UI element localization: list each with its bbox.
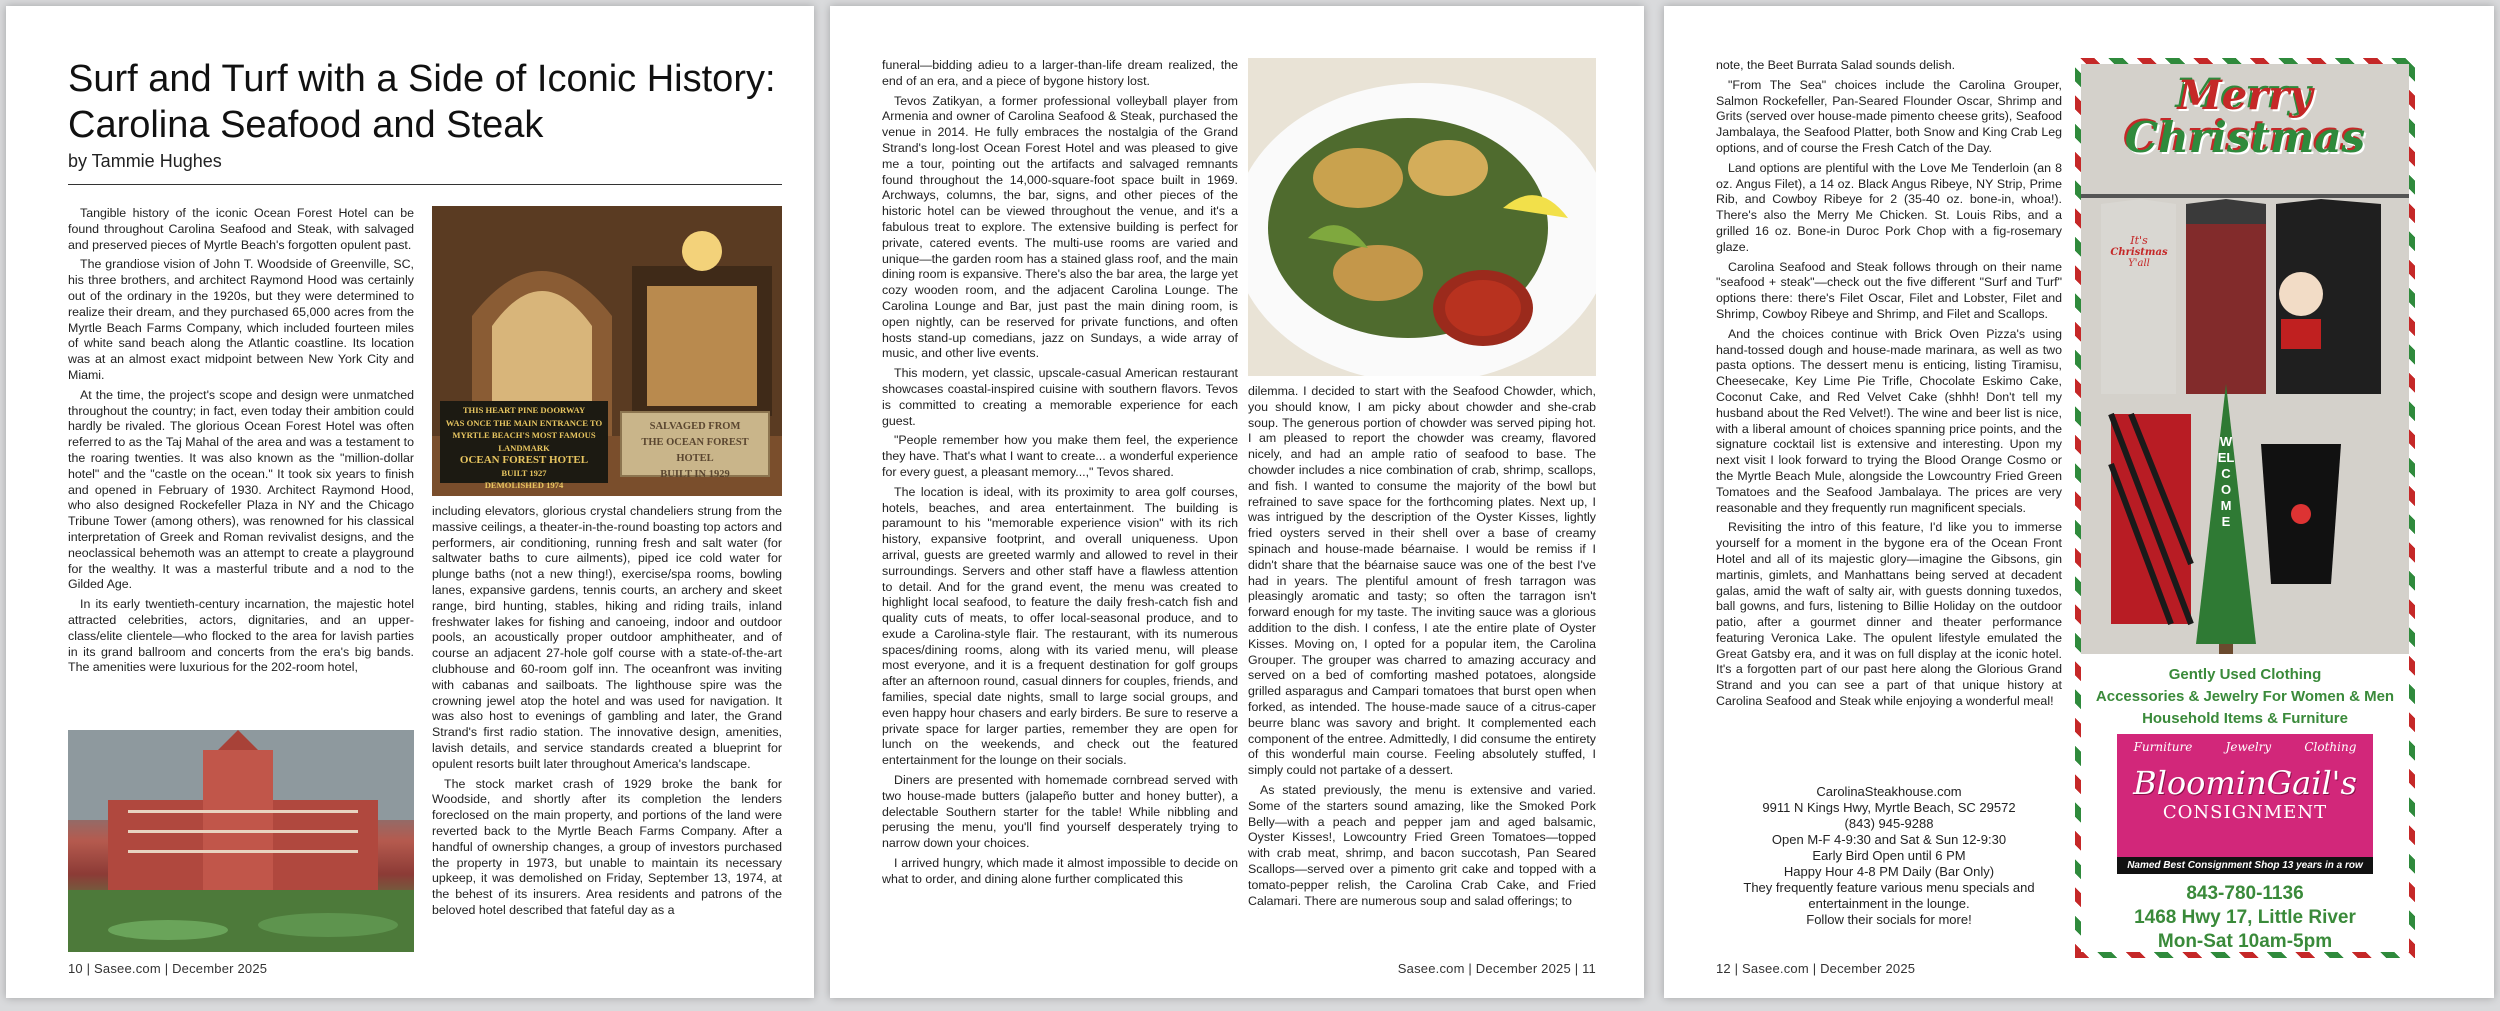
- page11-column-1: [882, 58, 1238, 958]
- byline: by Tammie Hughes: [68, 151, 222, 171]
- page-footer: 10 | Sasee.com | December 2025: [68, 961, 268, 976]
- food-illustration: [1248, 58, 1596, 376]
- paragraph: note, the Beet Burrata Salad sounds delish.: [1716, 58, 1956, 72]
- paragraph: Revisiting the intro of this feature, I'd like you to immerse yourself for a moment in the bygone era of the Ocean Front Hotel and all of its majestic glory—imagine the Gibsons, gin martinis, gimlets, and Manhattans being served at decadent galas, amid the waft of salty air, with guests donning tuxedos, ball gowns, and furs, listening to Billie Holiday on the outdoor patio, after a gourmet dinner and theater performance featuring Veronica Lake. The opulent lifestyle emulated the Great Gatsby era, and it was on full display at the iconic hotel. It's a forgotten part of our past here along the Glorious Grand Strand and you can see a part of that unique history at Carolina Seafood and Steak while enjoying a wonderful meal!: [1716, 520, 2062, 709]
- page-11: [830, 6, 1644, 998]
- ad-hours: Mon-Sat 10am-5pm: [2157, 931, 2333, 952]
- plaque-line: WAS ONCE THE MAIN ENTRANCE TO: [445, 417, 603, 428]
- paragraph: dilemma. I decided to start with the Seafood Chowder, which, you should know, I am picky about chowder and she-crab soup. The generous portion of chowder was served piping hot. I am pleased to report the chowder was creamy, flavored nicely, and had an ample ratio of seafood to base. The chowder includes a nice combination of crab, shrimp, scallops, and fish. I wanted to consume the majority of the bowl but refrained to save space for the forthcoming plates. Next up, I was intrigued by the description of the Oyster Kisses, lightly fried oysters served in their shell over a base of creamy spinach and house-made béarnaise. I would be remiss if I didn't share that the béarnaise sauce was one of the best I've had in years. The plentiful amount of fresh tarragon was pleasingly aromatic and tasty; so often the tarragon isn't forward enough for my taste. The inviting sauce was a glorious addition to the dish. I confess, I ate the entire plate of Oyster Kisses. Moving on, I opted for a popular item, the Carolina Grouper. The grouper was charred to amazing accuracy and served on a bed of comforting mashed potatoes, alongside grilled asparagus and Campari tomatoes that burst open when forked, as intended. The house-made sauce of a citrus-caper beurre blanc was savory and bright. It complemented each component of the entree. Admittedly, I did consume the entirety of this wonderful main course. Feeling absolutely stuffed, I simply could not partake of a dessert.: [1248, 384, 1596, 778]
- paragraph: "People remember how you make them feel, the experience they have. That's what I want to create... a wonderful experience for every guest, a pleasant memory...," Tevos shared.: [882, 433, 1238, 479]
- sweater-sign: [2109, 234, 2169, 269]
- paragraph: Tevos Zatikyan, a former professional volleyball player from Armenia and owner of Carolina Seafood & Steak, purchased the venue in 2014. He fully embraces the nostalgia of the Grand Strand's long-lost Ocean Forest Hotel and was pleased to give me a tour, pointing out the artifacts and salvaged remnants found throughout the 14,000-square-foot space built in 1969. Archways, columns, the bar, signs, and other pieces of the historic hotel can be viewed throughout the venue, and it's a fabulous treat to explore. The extensive building is perfect for private, catered events. The multi-use rooms are varied and unique—the garden room has a stained glass roof, and the main dining room is expansive. There's also the bar area, the large yet cozy wooden room, and the adjacent Carolina Lounge. The Carolina Lounge and Bar, just past the main dining room, is open nightly, can be reserved for private functions, and often hosts stand-up comedians, jazz on Sundays, a wide array of music, and other live events.: [882, 93, 1238, 361]
- plaque-line: OCEAN FOREST HOTEL: [459, 454, 589, 466]
- paragraph: Diners are presented with homemade cornbread served with two house-made butters (jalapeño butter and honey butter), a delectable Southern starter for the table! While nibbling and perusing the menu, you'll find yourself desperately trying to narrow down your choices.: [882, 773, 1238, 851]
- heart-pine-plaque: [440, 401, 608, 490]
- page-footer: 12 | Sasee.com | December 2025: [1716, 961, 1916, 976]
- oyster-kisses-photo: [1248, 58, 1596, 376]
- phone: (843) 945-9288: [1844, 816, 1934, 831]
- plaque-line: SALVAGED FROM: [649, 421, 741, 432]
- merry-christmas-title: [2081, 72, 2409, 162]
- welcome-tree-sign: WELCOME: [2217, 434, 2235, 529]
- paragraph: Carolina Seafood and Steak follows through on their name "seafood + steak"—check out the five different "Surf and Turf" options there: there's Filet Oscar, Filet and Lobster, Filet and Shrimp, Cowboy Ribeye and Shrimp, and Filet and Scallops.: [1716, 259, 2062, 321]
- logo-categories: [2117, 734, 2373, 754]
- hours: Open M-F 4-9:30 and Sat & Sun 12-9:30: [1771, 832, 2007, 847]
- title-line-2: Carolina Seafood and Steak: [68, 104, 544, 146]
- title-rule: [68, 184, 782, 185]
- website: CarolinaSteakhouse.com: [1816, 784, 1962, 799]
- tagline-line: Gently Used Clothing: [2168, 666, 2322, 683]
- paragraph: At the time, the project's scope and design were unmatched throughout the country; in fact, even today their ambition could hardly be rivaled. The glorious Ocean Forest Hotel was often referred to as the Taj Mahal of the area and was a testament to the roaring twenties. It was also known as the "million-dollar hotel" and the "castle on the ocean." It took six years to finish and opened in February of 1930. Architect Raymond Hood, who also designed Rockefeller Plaza in NY and the Chicago Tribune Tower (among others), was renowned for his classical interpretation of Greek and Roman revivalist designs, and the neoclassical behemoth was an attempt to create a playground for the wealthy. It was a masterful tribute and a nod to the Gilded Age.: [68, 387, 414, 592]
- info-line: They frequently feature various menu specials and: [1743, 880, 2035, 895]
- bloomingails-ad: [2075, 58, 2415, 958]
- paragraph: Tangible history of the iconic Ocean Forest Hotel can be found throughout Carolina Seafood and Steak, with salvaged and preserved pieces of Myrtle Beach's forgotten opulent past.: [68, 206, 414, 252]
- paragraph: In its early twentieth-century incarnation, the majestic hotel attracted celebrities, actors, dignitaries, and an upper-class/elite clientele—who flocked to the area for lavish parties in its grand ballroom and concerts from the era's big bands. The amenities were luxurious for the 202-room hotel,: [68, 597, 414, 675]
- logo-consignment: CONSIGNMENT: [2162, 802, 2328, 823]
- paragraph: "From The Sea" choices include the Carolina Grouper, Salmon Rockefeller, Pan-Seared Flounder Oscar, Shrimp and Grits (served over house-made pimento cheese grits), Seafood Jambalaya, the Seafood Platter, both Snow and King Crab Leg options, and of course the Fresh Catch of the Day.: [1716, 77, 2062, 155]
- plaque-line: BUILT 1927: [501, 467, 547, 478]
- christmas-text: Christmas: [2124, 113, 2366, 162]
- paragraph: I arrived hungry, which made it almost impossible to decide on what to order, and dining alone further complicated this: [882, 856, 1238, 886]
- sign-christmas: Christmas: [2110, 247, 2168, 258]
- info-line: Follow their socials for more!: [1806, 912, 1972, 927]
- logo-banner: Named Best Consignment Shop 13 years in a row: [2117, 857, 2373, 874]
- ocean-forest-hotel-photo: [68, 730, 414, 952]
- sign-its: It's: [2130, 234, 2148, 247]
- logo-name: BloominGail's: [2133, 764, 2357, 802]
- paragraph: funeral—bidding adieu to a larger-than-life dream realized, the end of an era, and a piece of bygone history lost.: [882, 58, 1238, 88]
- paragraph: The location is ideal, with its proximity to area golf courses, hotels, beaches, and area entertainment. The building is paramount to his "memorable experience vision" with its rich history, expansive footprint, and overall uniqueness. Upon arrival, guests are greeted warmly and allowed to revel in their surroundings. Servers and other staff have a flawless attention to detail. And for the grand event, the menu was created to highlight local seafood, to feature the daily fresh-catch fish and quality cuts of meats, to offer local-seasonal produce, and to exude a Carolina-style flair. The restaurant, with its numerous spaces/dining rooms, along with its varied menu, will please most everyone, and it is a frequent destination for golf groups after an afternoon round, casual dinners for couples, friends, and families, special date nights, small to large social groups, and even happy hour chasers and early birders. Be sure to reserve a private space for larger parties, remember they are open for lunch on the weekends, and check out the featured entertainment for the lounge on their socials.: [882, 484, 1238, 768]
- happy-hour: Happy Hour 4-8 PM Daily (Bar Only): [1783, 864, 1995, 879]
- plaque-line: THE OCEAN FOREST HOTEL: [641, 437, 749, 464]
- plaque-line: DEMOLISHED 1974: [484, 480, 564, 490]
- logo-category: Jewelry: [2225, 740, 2272, 754]
- page-10: [6, 6, 814, 998]
- ad-address: 1468 Hwy 17, Little River: [2134, 907, 2356, 928]
- page10-column-1: [68, 206, 414, 726]
- merry-text: Merry: [2177, 72, 2313, 119]
- ad-contact: [2081, 882, 2409, 954]
- ad-phone: 843-780-1136: [2186, 883, 2304, 904]
- logo-category: Furniture: [2133, 740, 2193, 754]
- page11-column-2: [1248, 384, 1596, 960]
- bloomingails-logo: [2117, 734, 2373, 874]
- page-12: [1664, 6, 2494, 998]
- page-footer: Sasee.com | December 2025 | 11: [1397, 961, 1596, 976]
- paragraph: And the choices continue with Brick Oven Pizza's using hand-tossed dough and house-made marinara, as well as two pasta options. The dessert menu is enticing, listing Tiramisu, Cheesecake, Key Lime Pie Trifle, Chocolate Eskimo Cake, Coconut Cake, and Red Velvet Cake (shhh! Don't tell my husband about the Red Velvet!). The wine and beer list is nice, with a liberal amount of choices spanning price points, and the signature cocktail list is extensive and interesting. Upon my next visit I look forward to trying the Blood Orange Cosmo or the Myrtle Beach Mule, alongside the Lowcountry Fried Green Tomatoes and the Seafood Jambalaya. The prices are very reasonable and they frequently run magnificent specials.: [1716, 326, 2062, 515]
- paragraph: Land options are plentiful with the Love Me Tenderloin (an 8 oz. Angus Filet), a 14 oz. Black Angus Ribeye, NY Strip, Prime Rib, and Cowboy Ribeye for 2 (35-40 oz. bone-in, whoa!). There's also the Merry Me Chicken. St. Louis Ribs, and a grilled 16 oz. Bone-in Duroc Pork Chop with a fig-rosemary glaze.: [1716, 160, 2062, 254]
- doorway-photo: [432, 206, 782, 496]
- page10-column-2: [432, 504, 782, 959]
- paragraph: This modern, yet classic, upscale-casual American restaurant showcases coastal-inspired cuisine with southern flavors. Tevos is committed to creating a memorable experience for each guest.: [882, 366, 1238, 428]
- restaurant-info: [1716, 784, 2062, 928]
- sign-yall: Y'all: [2128, 258, 2150, 269]
- title-line-1: Surf and Turf with a Side of Iconic History:: [68, 58, 776, 100]
- plaque-line: BUILT IN 1929: [660, 469, 730, 480]
- salvaged-plaque: [620, 411, 770, 480]
- tagline-line: Household Items & Furniture: [2142, 710, 2348, 727]
- plaque-line: THIS HEART PINE DOORWAY: [462, 405, 586, 415]
- early-bird: Early Bird Open until 6 PM: [1812, 848, 1966, 863]
- logo-category: Clothing: [2304, 740, 2357, 754]
- ad-photo: [2081, 64, 2409, 654]
- paragraph: The grandiose vision of John T. Woodside of Greenville, SC, his three brothers, and architect Raymond Hood was certainly out of the ordinary in the 1920s, but they were determined to realize their dream, and they purchased 65,000 acres from the Myrtle Beach Farms Company, which included fourteen miles of white sand beach along the Atlantic coastline. Its location was at an almost exact midpoint between New York City and Miami.: [68, 257, 414, 382]
- hotel-illustration: [68, 730, 414, 952]
- paragraph: The stock market crash of 1929 broke the bank for Woodside, and shortly after its completion the lenders foreclosed on the main property, and portions of the land were reverted back to the Myrtle Beach Farms Company. After a handful of ownership changes, a group of investors purchased the property in 1973, but unable to maintain its necessary upkeep, it was demolished on Friday, September 13, 1974, at the behest of its insurers. Area residents and patrons of the beloved hotel described that fateful day as a: [432, 776, 782, 917]
- tagline-line: Accessories & Jewelry For Women & Men: [2095, 688, 2395, 705]
- paragraph: As stated previously, the menu is extensive and varied. Some of the starters sound amazing, like the Smoked Pork Belly—with a peach and pepper jam and aged balsamic, Oyster Kisses!, Lowcountry Fried Green Tomatoes—topped with crab meat, shrimp, and bacon succotash, Pan Seared Scallops—served over a pimento grit cake and topped with a tomato-pepper relish, the Carolina Crab Cake, and Fried Calamari. There are numerous soup and salad offerings; to: [1248, 782, 1596, 908]
- ad-tagline: [2081, 664, 2409, 730]
- paragraph: including elevators, glorious crystal chandeliers strung from the massive ceilings, a theater-in-the-round boasting top actors and performers, air conditioning, running fresh and salt water (for saltwater baths to cure ailments), piped ice cold water for plunge baths (not a new thing!), exercise/spa rooms, bowling lanes, expansive gardens, tennis courts, an archery and skeet range, bird hunting, stables, hiking and riding trails, inland freshwater lakes for fishing and canoeing, indoor and outdoor pools, an acoustically proper outdoor amphitheater, and of course an adjacent 27-hole golf course with a state-of-the-art clubhouse and 60-room golf inn. The oceanfront was inviting with cabanas and sailboats. The lighthouse spire was the crowning jewel atop the hotel and was used for navigation. It was also host to evenings of gambling and later, the Grand Strand's first radio station. The innovative design, amenities, lavish details, and service standards created a blueprint for opulent resorts built later throughout America's landscape.: [432, 504, 782, 771]
- address: 9911 N Kings Hwy, Myrtle Beach, SC 29572: [1762, 800, 2016, 815]
- article-title: [68, 56, 788, 148]
- page12-column: [1716, 58, 2062, 780]
- plaque-line: MYRTLE BEACH'S MOST FAMOUS LANDMARK: [452, 430, 596, 453]
- info-line: entertainment in the lounge.: [1808, 896, 1970, 911]
